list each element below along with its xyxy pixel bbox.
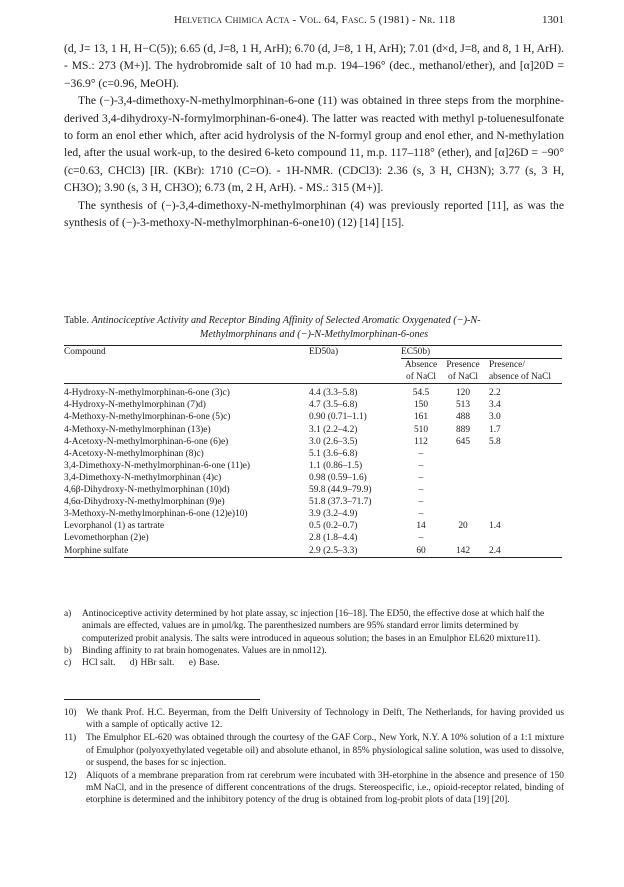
data-table [64, 345, 562, 558]
table-header-row [64, 346, 562, 359]
footnote-divider [64, 699, 260, 700]
table-subheader-row-2 [64, 371, 562, 384]
cell-ec50-absence: – [418, 509, 424, 520]
cell-ec50-presence [441, 460, 485, 472]
cell-ed50: 2.9 (2.5–3.3) [309, 545, 358, 556]
journal-title: Helvetica Chimica Acta - Vol. 64, Fasc. 5 (1981) - Nr. 118 [174, 14, 456, 26]
cell-ec50-presence: 142 [455, 545, 471, 556]
cell-ed50: 0.5 (0.2–0.7) [309, 521, 358, 532]
page-number: 1301 [542, 14, 564, 26]
cell-ec50-ratio: 3.0 [489, 412, 501, 423]
table-subheader-row-1 [64, 359, 562, 372]
note-c-mark: c) [64, 658, 72, 669]
table-row [64, 545, 562, 558]
table-note-a [64, 608, 564, 645]
note-e-mark: e) [188, 658, 196, 669]
cell-ed50: 5.1 (3.6–6.8) [309, 448, 358, 459]
cell-compound: 4-Hydroxy-N-methylmorphinan (7)d) [64, 400, 206, 411]
cell-compound: 4,6β-Dihydroxy-N-methylmorphinan (10)d) [64, 485, 230, 496]
footnote [64, 732, 564, 769]
cell-ec50-ratio: 1.4 [489, 521, 501, 532]
cell-ec50-presence: 513 [455, 400, 471, 411]
table-row [64, 496, 562, 508]
table-note-b [64, 645, 564, 657]
cell-ec50-presence [441, 448, 485, 460]
table-row [64, 399, 562, 411]
cell-ec50-presence [441, 532, 485, 544]
note-a-text: Antinociceptive activity determined by hot plate assay, sc injection [16–18]. The ED50, the effective dose at which half the animals are effected, values are in μmol/kg. The parenthesized numbers are 95% standard error limits determined by computerized probit analysis. The salts were introduced in aqueous solution; the bases in an Emulphor EL620 mixture11). [82, 609, 545, 644]
table-notes [64, 608, 564, 669]
cell-compound: Levomethorphan (2)e) [64, 533, 149, 544]
table-row [64, 424, 562, 436]
cell-ec50-ratio: 1.7 [489, 424, 501, 435]
cell-ed50: 3.9 (3.2–4.9) [309, 509, 358, 520]
note-b-text: Binding affinity to rat brain homogenates. Values are in nmol12). [82, 645, 327, 656]
cell-ec50-absence: 14 [416, 521, 426, 532]
cell-ec50-presence [441, 484, 485, 496]
cell-ec50-ratio [485, 460, 562, 472]
cell-ed50: 2.8 (1.8–4.4) [309, 533, 358, 544]
header-compound: Compound [64, 347, 106, 357]
table-row [64, 411, 562, 423]
footnote-mark: 10) [64, 708, 77, 718]
footnote [64, 707, 564, 731]
footnote-mark: 11) [64, 733, 77, 744]
cell-ec50-absence: – [418, 497, 424, 508]
table-row [64, 448, 562, 460]
table-row [64, 508, 562, 520]
cell-ec50-absence: 112 [414, 436, 428, 447]
subheader-absence-of-nacl: absence of NaCl [489, 372, 551, 383]
cell-compound: Levorphanol (1) as tartrate [64, 521, 165, 532]
table-row [64, 532, 562, 544]
table-row [64, 460, 562, 472]
cell-compound: 4,6α-Dihydroxy-N-methylmorphinan (9)e) [64, 497, 225, 508]
paragraph-3: The synthesis of (−)-3,4-dimethoxy-N-methylmorphinan (4) was previously reported [11], as was the synthesis of (−)-3-methoxy-N-methylmorphinan-6-one10) (12) [14] [15]. [64, 198, 564, 230]
cell-ec50-absence: – [418, 533, 424, 544]
footnote-text: Aliquots of a membrane preparation from rat cerebrum were incubated with 3H-etorphine in the absence and presence of 150 mM NaCl, and in the presence of different concentrations of the drugs. Stereospecific, i.e., opioid-receptor related, binding of etorphine is determined and the inhibitory potency of the drug is obtained from log-probit plots of data [19] [20]. [86, 771, 564, 806]
cell-ec50-presence: 120 [455, 388, 471, 399]
cell-ed50: 0.90 (0.71–1.1) [309, 412, 367, 423]
table-caption [64, 314, 564, 341]
cell-compound: 3,4-Dimethoxy-N-methylmorphinan-6-one (11)e) [64, 460, 251, 471]
cell-ec50-absence: 60 [416, 545, 426, 556]
footnote [64, 770, 564, 807]
cell-ec50-ratio [485, 496, 562, 508]
cell-ec50-presence: 889 [455, 424, 471, 435]
paragraph-2: The (−)-3,4-dimethoxy-N-methylmorphinan-6-one (11) was obtained in three steps from the morphine-derived 3,4-dihydroxy-N-formylmorphinan-6-one4). The latter was reacted with methyl p-toluenesulfonate to form an enol ether which, after acid hydrolysis of the N-formyl group and enol ether, and N-methylation led, after the usual work-up, to the desired 6-keto compound 11, m.p. 117–118° (ether), and [α]26D = −90° (c=0.63, CHCl3) [IR. (KBr): 1710 (C=O). - 1H-NMR. (CDCl3): 2.36 (s, 3 H, CH3N); 3.77 (s, 3 H, CH3O); 3.90 (s, 3 H, CH3O); 6.73 (m, 2 H, ArH). - MS.: 315 (M+)]. [64, 94, 564, 195]
cell-compound: 4-Methoxy-N-methylmorphinan-6-one (5)c) [64, 412, 231, 423]
cell-ec50-ratio: 3.4 [489, 400, 501, 411]
cell-ed50: 0.98 (0.59–1.6) [309, 472, 367, 483]
cell-ec50-ratio [485, 508, 562, 520]
cell-ec50-absence: 150 [413, 400, 429, 411]
cell-ed50: 4.7 (3.5–6.8) [309, 400, 358, 411]
cell-ec50-ratio: 5.8 [489, 436, 501, 447]
cell-ec50-absence: – [418, 460, 424, 471]
cell-compound: 4-Hydroxy-N-methylmorphinan-6-one (3)c) [64, 388, 230, 399]
cell-compound: 3-Methoxy-N-methylmorphinan-6-one (12)e)10) [64, 509, 248, 520]
cell-ec50-ratio: 2.2 [489, 388, 501, 399]
cell-ec50-presence [441, 472, 485, 484]
cell-ec50-absence: – [418, 485, 424, 496]
table-body [64, 387, 562, 557]
cell-ed50: 51.8 (37.3–71.7) [309, 497, 372, 508]
cell-ec50-absence: – [418, 448, 424, 459]
footnote-text: We thank Prof. H.C. Beyerman, from the Delft University of Technology in Delft, The Netherlands, for having provided us with a sample of optically active 12. [86, 708, 564, 731]
cell-ed50: 1.1 (0.86–1.5) [309, 460, 363, 471]
cell-ec50-absence: 510 [413, 424, 429, 435]
note-d-mark: d) [129, 658, 138, 669]
cell-ec50-absence: – [418, 472, 424, 483]
header-ed50: ED50a) [309, 347, 339, 357]
cell-ec50-ratio [485, 484, 562, 496]
cell-ec50-ratio [485, 532, 562, 544]
cell-ec50-presence: 20 [458, 521, 468, 532]
cell-ec50-absence: 161 [413, 412, 429, 423]
note-d-text: HBr salt. [140, 658, 175, 669]
body-text [64, 40, 564, 231]
subheader-of-nacl-2: of NaCl [448, 372, 478, 383]
cell-ec50-ratio: 2.4 [489, 545, 501, 556]
table-note-cde [64, 657, 564, 669]
subheader-absence: Absence [404, 360, 438, 371]
cell-ec50-presence [441, 508, 485, 520]
cell-compound: 3,4-Dimethoxy-N-methylmorphinan (4)c) [64, 472, 222, 483]
footnote-mark: 12) [64, 771, 77, 782]
subheader-presence-absence: Presence/ [489, 360, 525, 371]
running-header [64, 14, 564, 30]
cell-compound: Morphine sulfate [64, 545, 129, 556]
cell-ed50: 3.0 (2.6–3.5) [309, 436, 358, 447]
note-b-mark: b) [64, 645, 72, 656]
cell-ec50-presence: 645 [455, 436, 471, 447]
note-a-mark: a) [64, 609, 72, 619]
cell-ec50-ratio [485, 472, 562, 484]
table-row [64, 387, 562, 399]
footnotes [64, 707, 564, 808]
table-row [64, 484, 562, 496]
table-row [64, 436, 562, 448]
paragraph-1: (d, J= 13, 1 H, H−C(5)); 6.65 (d, J=8, 1 H, ArH); 6.70 (d, J=8, 1 H, ArH); 7.01 (d×d, J=8, and 8, 1 H, ArH). - MS.: 273 (M+)]. The hydrobromide salt of 10 had m.p. 194–196° (dec., methanol/ether), and [α]20D = −36.9° (c=0.96, MeOH). [64, 42, 564, 90]
cell-ed50: 3.1 (2.2–4.2) [309, 424, 358, 435]
cell-ec50-ratio [485, 448, 562, 460]
cell-ed50: 4.4 (3.3–5.8) [309, 388, 358, 399]
note-c-text: HCl salt. [82, 658, 116, 669]
cell-ec50-presence [441, 496, 485, 508]
cell-compound: 4-Acetoxy-N-methylmorphinan-6-one (6)e) [64, 436, 229, 447]
cell-ec50-presence: 488 [455, 412, 471, 423]
table-title-line1: Antinociceptive Activity and Receptor Binding Affinity of Selected Aromatic Oxygenated (−)-N- [91, 315, 481, 326]
subheader-presence: Presence [446, 360, 480, 371]
cell-compound: 4-Acetoxy-N-methylmorphinan (8)c) [64, 448, 204, 459]
table-label: Table. [64, 315, 90, 326]
cell-compound: 4-Methoxy-N-methylmorphinan (13)e) [64, 424, 211, 435]
table-title-line2: Methylmorphinans and (−)-N-Methylmorphinan-6-ones [199, 328, 429, 340]
footnote-text: The Emulphor EL-620 was obtained through the courtesy of the GAF Corp., New York, N.Y. A 10% solution of a 1:1 mixture of Emulphor (polyoxyethylated vegetable oil) and absolute ethanol, in 85% physiological saline solution, was used to dissolve, or suspend, the bases for sc injection. [86, 733, 564, 768]
note-e-text: Base. [199, 658, 220, 669]
table-row [64, 472, 562, 484]
table-row [64, 520, 562, 532]
subheader-of-nacl-1: of NaCl [406, 372, 436, 383]
header-ec50: EC50b) [401, 346, 562, 359]
cell-ed50: 59.8 (44.9–79.9) [309, 485, 372, 496]
cell-ec50-absence: 54.5 [412, 388, 430, 399]
